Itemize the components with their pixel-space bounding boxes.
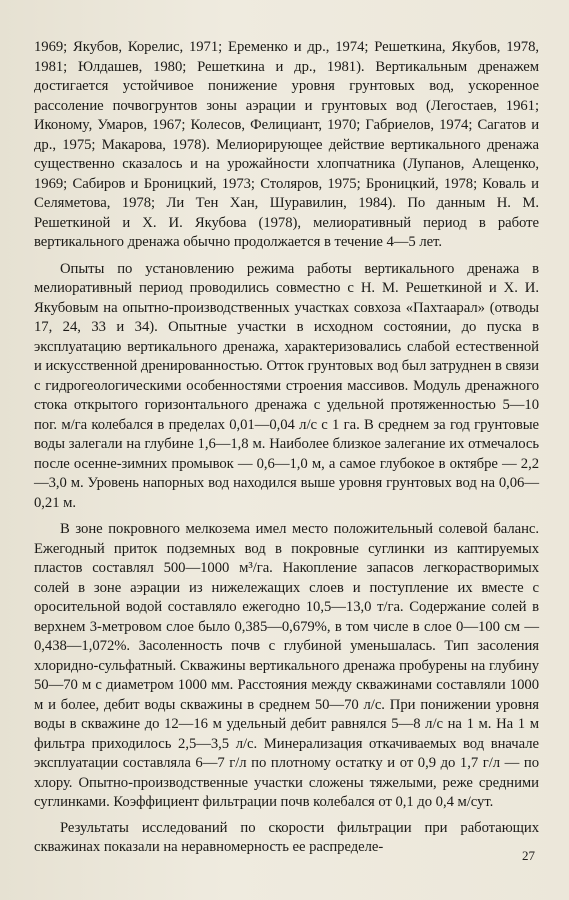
paragraph-citations-continued: 1969; Якубов, Корелис, 1971; Еременко и др., 1974; Решеткина, Якубов, 1978, 1981; Юлдашев, 1980; Решеткина и др., 1981). Вертикальным дренажем достигается устойчивое понижение уровня грунтовых вод, ускоренное рассоление почвогрунтов зоны аэрации и грунтовых вод (Легостаев, 1961; Икономy, Умаров, 1967; Колесов, Фелициант, 1970; Габриелов, 1974; Сагатов и др., 1975; Макарова, 1978). Мелиорирующее действие вертикального дренажа существенно сказалось и на урожайности хлопчатника (Лупанов, Алещенко, 1969; Сабиров и Броницкий, 1973; Столяров, 1975; Броницкий, 1978; Коваль и Селяметова, 1978; Ли Тен Хан, Шуравилин, 1984). По данным Н. М. Решеткиной и Х. И. Якубова (1978), мелиоративный период в работе вертикального дренажа обычно продолжается в течение 4—5 лет.	[34, 39, 539, 250]
paragraph-experiments: Опыты по установлению режима работы вертикального дренажа в мелиоративный период проводились совместно с Н. М. Решеткиной и Х. И. Якубовым на опытно-производственных участках совхоза «Пахтаарал» (отводы 17, 24, 33 и 34). Опытные участки в исходном состоянии, до пуска в эксплуатацию вертикального дренажа, характеризовались слабой естественной и искусственной дренированностью. Отток грунтовых вод был затруднен в связи с гидрогеологическими особенностями строения массивов. Модуль дренажного стока открытого горизонтального дренажа с удельной протяженностью 5—10 пог. м/га колебался в пределах 0,01—0,04 л/с с 1 га. В среднем за год грунтовые воды залегали на глубине 1,6—1,8 м. Наиболее близкое залегание их отмечалось после осенне-зимних промывок — 0,6—1,0 м, а самое глубокое в октябре — 2,2—3,0 м. Уровень напорных вод находился выше уровня грунтовых вод на 0,06—0,21 м.	[34, 260, 539, 511]
paragraph-salt-balance: В зоне покровного мелкозема имел место положительный солевой баланс. Ежегодный приток подземных вод в покровные суглинки из каптируемых пластов составлял 500—1000 м³/га. Накопление запасов легкорастворимых солей в зоне аэрации из нижележащих слоев и поступление их вместе с оросительной водой составляло ежегодно 10,5—13,0 т/га. Содержание солей в верхнем 3-метровом слое было 0,385—0,679%, в том числе в слое 0—100 см — 0,438—1,072%. Засоленность почв с глубиной уменьшалась. Тип засоления хлоридно-сульфатный. Скважины вертикального дренажа пробурены на глубину 50—70 м с диаметром 1000 мм. Расстояния между скважинами составляли 1000 м и более, дебит воды скважины в среднем 50—70 л/с. При понижении уровня воды в скважине до 12—16 м удельный дебит равнялся 5—8 л/с на 1 м. На 1 м фильтра приходилось 2,5—3,5 л/с. Минерализация откачиваемых вод вначале эксплуатации составляла 6—7 г/л по плотному остатку и от 0,9 до 1,7 г/л — по хлору. Опытно-производственные участки сложены тяжелыми, реже средними суглинками. Коэффициент фильтрации почв колебался от 0,1 до 0,4 м/сут.	[34, 521, 539, 810]
paragraph-filtration-results: Результаты исследований по скорости фильтрации при работающих скважинах показали на неравномерность ее распределе-	[34, 819, 539, 855]
page-number: 27	[522, 848, 535, 863]
